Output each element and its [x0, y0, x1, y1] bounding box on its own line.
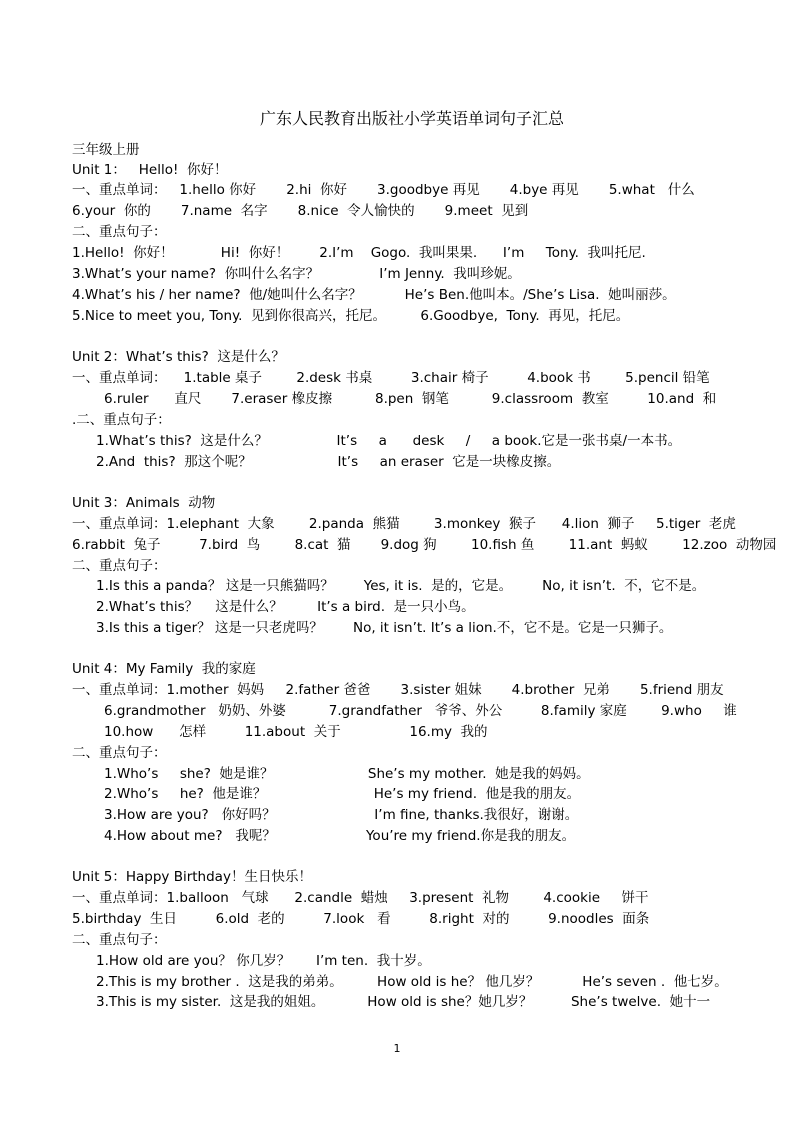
- unit-3-sentence-3: 3.Is this a tiger？ 这是一只老虎吗？ No, it isn’t. It’s a lion.不，它不是。它是一只狮子。: [96, 620, 673, 636]
- unit-1-sentence-4: 5.Nice to meet you, Tony. 见到你很高兴，托尼。 6.Goodbye, Tony. 再见，托尼。: [72, 308, 630, 324]
- unit-2-words-line-2: 6.ruler 直尺 7.eraser 橡皮擦 8.pen 钢笔 9.classroom 教室 10.and 和: [104, 391, 717, 407]
- unit-5-sentences-heading: 二、重点句子：: [72, 932, 167, 948]
- unit-4-sentence-4: 4.How about me? 我呢？ You’re my friend.你是我的朋友。: [104, 828, 576, 844]
- unit-5-heading: Unit 5：Happy Birthday！生日快乐！: [72, 869, 312, 885]
- unit-4-sentences-heading: 二、重点句子：: [72, 745, 167, 761]
- unit-4-sentence-2: 2.Who’s he? 他是谁？ He’s my friend. 他是我的朋友。: [104, 786, 581, 802]
- unit-3-sentence-1: 1.Is this a panda？ 这是一只熊猫吗？ Yes, it is. 是的，它是。 No, it isn’t. 不，它不是。: [96, 578, 706, 594]
- unit-4-words-line-3: 10.how 怎样 11.about 关于 16.my 我的: [104, 724, 488, 740]
- unit-1-sentence-3: 4.What’s his / her name? 他/她叫什么名字？ He’s Ben.他叫本。/She’s Lisa. 她叫丽莎。: [72, 287, 676, 303]
- unit-3-words-line-2: 6.rabbit 兔子 7.bird 鸟 8.cat 猫 9.dog 狗 10.fish 鱼 11.ant 蚂蚁 12.zoo 动物园: [72, 537, 777, 553]
- unit-5-words-line-2: 5.birthday 生日 6.old 老的 7.look 看 8.right 对的 9.noodles 面条: [72, 911, 650, 927]
- unit-1-words-line-1: 一、重点单词： 1.hello 你好 2.hi 你好 3.goodbye 再见 4.bye 再见 5.what 什么: [72, 182, 695, 198]
- unit-3-sentence-2: 2.What’s this？ 这是什么？ It’s a bird. 是一只小鸟。: [96, 599, 475, 615]
- unit-1-sentences-heading: 二、重点句子：: [72, 224, 167, 240]
- unit-5-sentence-2: 2.This is my brother . 这是我的弟弟。 How old is he？ 他几岁？ He’s seven . 他七岁。: [96, 974, 728, 990]
- unit-2-sentence-2: 2.And this? 那这个呢？ It’s an eraser 它是一块橡皮擦。: [96, 454, 561, 470]
- unit-4-sentence-3: 3.How are you? 你好吗？ I’m fine, thanks.我很好，谢谢。: [104, 807, 579, 823]
- unit-1-sentence-1: 1.Hello! 你好！ Hi! 你好！ 2.I’m Gogo. 我叫果果. I’m Tony. 我叫托尼.: [72, 245, 646, 261]
- unit-5-sentence-1: 1.How old are you？ 你几岁？ I’m ten. 我十岁。: [96, 953, 431, 969]
- unit-5-sentence-3: 3.This is my sister. 这是我的姐姐。 How old is she？她几岁？ She’s twelve. 她十一: [96, 994, 711, 1010]
- unit-2-heading: Unit 2：What’s this? 这是什么？: [72, 349, 285, 365]
- document-title: 广东人民教育出版社小学英语单词句子汇总: [259, 109, 564, 128]
- unit-2-sentence-1: 1.What’s this? 这是什么？ It’s a desk / a book.它是一张书桌/一本书。: [96, 433, 682, 449]
- unit-1-sentence-2: 3.What’s your name? 你叫什么名字？ I’m Jenny. 我叫珍妮。: [72, 266, 521, 282]
- unit-2-words-line-1: 一、重点单词： 1.table 桌子 2.desk 书桌 3.chair 椅子 4.book 书 5.pencil 铅笔: [72, 370, 710, 386]
- unit-4-words-line-1: 一、重点单词：1.mother 妈妈 2.father 爸爸 3.sister 姐妹 4.brother 兄弟 5.friend 朋友: [72, 682, 724, 698]
- page-number: 1: [393, 1042, 401, 1055]
- unit-2-sentences-heading: .二、重点句子：: [72, 412, 171, 428]
- unit-4-sentence-1: 1.Who’s she? 她是谁？ She’s my mother. 她是我的妈妈。: [104, 766, 590, 782]
- grade-heading: 三年级上册: [72, 142, 140, 158]
- unit-4-heading: Unit 4：My Family 我的家庭: [72, 661, 256, 677]
- unit-1-words-line-2: 6.your 你的 7.name 名字 8.nice 令人愉快的 9.meet 见到: [72, 203, 529, 219]
- unit-5-words-line-1: 一、重点单词：1.balloon 气球 2.candle 蜡烛 3.present 礼物 4.cookie 饼干: [72, 890, 649, 906]
- unit-3-words-line-1: 一、重点单词：1.elephant 大象 2.panda 熊猫 3.monkey 猴子 4.lion 狮子 5.tiger 老虎: [72, 516, 736, 532]
- unit-3-heading: Unit 3：Animals 动物: [72, 495, 216, 511]
- unit-3-sentences-heading: 二、重点句子：: [72, 558, 167, 574]
- unit-1-heading: Unit 1： Hello! 你好！: [72, 162, 228, 178]
- unit-4-words-line-2: 6.grandmother 奶奶、外婆 7.grandfather 爷爷、外公 8.family 家庭 9.who 谁: [104, 703, 737, 719]
